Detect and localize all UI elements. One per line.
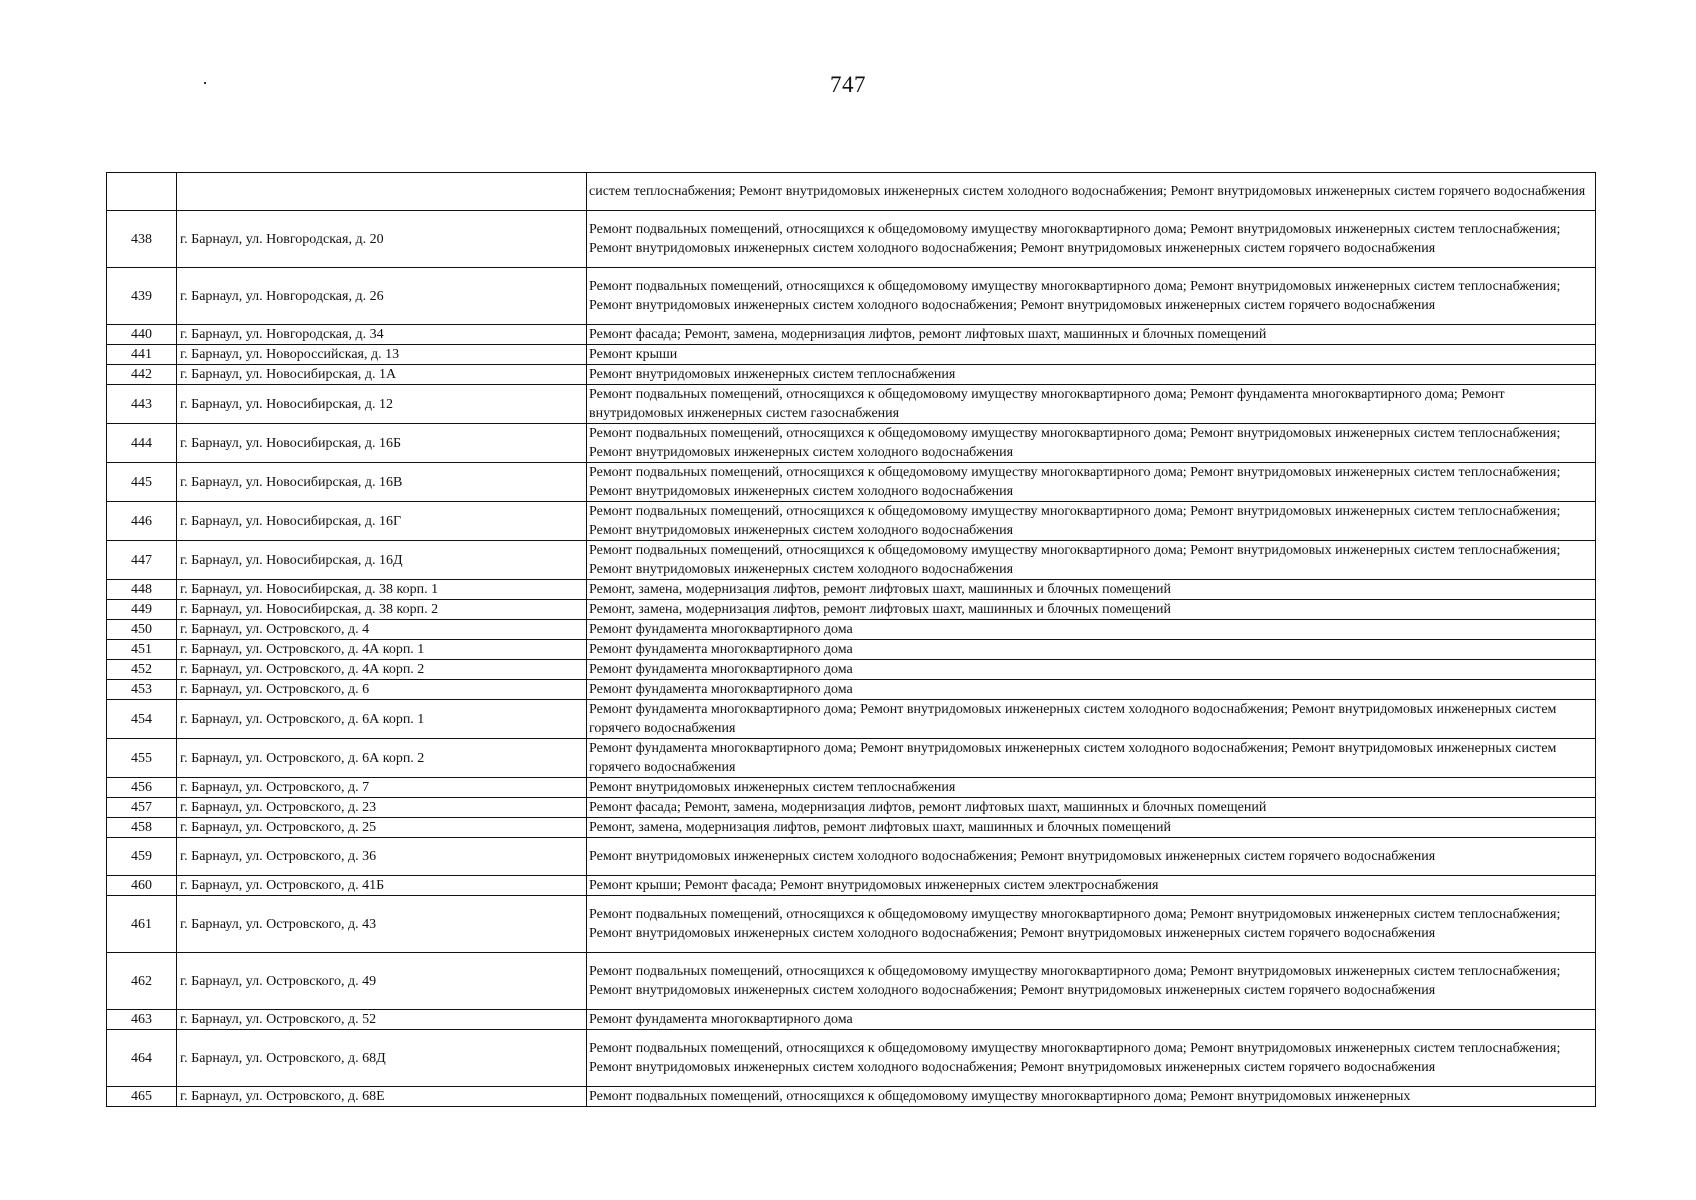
table-row: [107, 739, 1596, 778]
table-row: [107, 640, 1596, 660]
row-work: Ремонт, замена, модернизация лифтов, ремонт лифтовых шахт, машинных и блочных помещений: [587, 818, 1596, 838]
table-row: [107, 680, 1596, 700]
scan-speck: [204, 82, 206, 84]
row-number: 454: [107, 700, 177, 739]
row-work: Ремонт подвальных помещений, относящихся к общедомовому имуществу многоквартирного дома; Ремонт внутридомовых инженерных систем теплоснабжения; Ремонт внутридомовых инженерных систем холодного водоснабжения: [587, 424, 1596, 463]
row-work: Ремонт фундамента многоквартирного дома: [587, 680, 1596, 700]
row-number: 465: [107, 1087, 177, 1107]
table-row: [107, 700, 1596, 739]
row-work: Ремонт подвальных помещений, относящихся к общедомовому имуществу многоквартирного дома; Ремонт внутридомовых инженерных: [587, 1087, 1596, 1107]
row-number: 453: [107, 680, 177, 700]
row-address: г. Барнаул, ул. Новороссийская, д. 13: [177, 345, 587, 365]
table-row: [107, 1087, 1596, 1107]
row-number: 443: [107, 385, 177, 424]
row-work: Ремонт подвальных помещений, относящихся к общедомовому имуществу многоквартирного дома; Ремонт внутридомовых инженерных систем теплоснабжения; Ремонт внутридомовых инженерных систем холодного водоснабжения: [587, 463, 1596, 502]
row-work: Ремонт подвальных помещений, относящихся к общедомовому имуществу многоквартирного дома; Ремонт внутридомовых инженерных систем теплоснабжения; Ремонт внутридомовых инженерных систем холодного водоснабжения; Ремонт внутридомовых инженерных систем горячего водоснабжения: [587, 211, 1596, 268]
row-number: 461: [107, 896, 177, 953]
row-number: 442: [107, 365, 177, 385]
row-address: г. Барнаул, ул. Островского, д. 68Д: [177, 1030, 587, 1087]
table-row: [107, 580, 1596, 600]
repair-table: [106, 172, 1596, 1107]
row-number: 452: [107, 660, 177, 680]
table-row: [107, 268, 1596, 325]
row-address: г. Барнаул, ул. Новосибирская, д. 38 корп. 2: [177, 600, 587, 620]
table-row: [107, 1030, 1596, 1087]
row-work: Ремонт внутридомовых инженерных систем холодного водоснабжения; Ремонт внутридомовых инженерных систем горячего водоснабжения: [587, 838, 1596, 876]
table-row: [107, 896, 1596, 953]
repair-table-container: [106, 172, 1596, 1107]
page-number: 747: [830, 72, 866, 97]
row-work: Ремонт подвальных помещений, относящихся к общедомовому имуществу многоквартирного дома; Ремонт фундамента многоквартирного дома; Ремонт внутридомовых инженерных систем газоснабжения: [587, 385, 1596, 424]
table-row: [107, 211, 1596, 268]
row-number: 445: [107, 463, 177, 502]
row-work: Ремонт фасада; Ремонт, замена, модернизация лифтов, ремонт лифтовых шахт, машинных и блочных помещений: [587, 798, 1596, 818]
row-number: 440: [107, 325, 177, 345]
row-number: 447: [107, 541, 177, 580]
row-work: Ремонт, замена, модернизация лифтов, ремонт лифтовых шахт, машинных и блочных помещений: [587, 580, 1596, 600]
row-number: 455: [107, 739, 177, 778]
row-number: 457: [107, 798, 177, 818]
table-row: [107, 325, 1596, 345]
row-number: 460: [107, 876, 177, 896]
table-row: [107, 502, 1596, 541]
row-number: 462: [107, 953, 177, 1010]
table-row: [107, 818, 1596, 838]
row-address: г. Барнаул, ул. Островского, д. 41Б: [177, 876, 587, 896]
row-address: г. Барнаул, ул. Новосибирская, д. 16В: [177, 463, 587, 502]
row-work: Ремонт фундамента многоквартирного дома; Ремонт внутридомовых инженерных систем холодного водоснабжения; Ремонт внутридомовых инженерных систем горячего водоснабжения: [587, 739, 1596, 778]
row-address: г. Барнаул, ул. Островского, д. 25: [177, 818, 587, 838]
row-address: г. Барнаул, ул. Новосибирская, д. 16Д: [177, 541, 587, 580]
row-work: Ремонт подвальных помещений, относящихся к общедомовому имуществу многоквартирного дома; Ремонт внутридомовых инженерных систем теплоснабжения; Ремонт внутридомовых инженерных систем холодного водоснабжения; Ремонт внутридомовых инженерных систем горячего водоснабжения: [587, 896, 1596, 953]
row-address: г. Барнаул, ул. Новосибирская, д. 16Б: [177, 424, 587, 463]
row-number: 446: [107, 502, 177, 541]
table-row: [107, 660, 1596, 680]
table-row: [107, 541, 1596, 580]
table-row: [107, 600, 1596, 620]
row-work: Ремонт подвальных помещений, относящихся к общедомовому имуществу многоквартирного дома; Ремонт внутридомовых инженерных систем теплоснабжения; Ремонт внутридомовых инженерных систем холодного водоснабжения; Ремонт внутридомовых инженерных систем горячего водоснабжения: [587, 268, 1596, 325]
row-address: г. Барнаул, ул. Островского, д. 4А корп. 2: [177, 660, 587, 680]
table-row: [107, 463, 1596, 502]
row-address: г. Барнаул, ул. Островского, д. 36: [177, 838, 587, 876]
row-address: г. Барнаул, ул. Островского, д. 4: [177, 620, 587, 640]
row-address: г. Барнаул, ул. Островского, д. 6А корп. 2: [177, 739, 587, 778]
table-row: [107, 798, 1596, 818]
row-number: 449: [107, 600, 177, 620]
row-address: г. Барнаул, ул. Островского, д. 7: [177, 778, 587, 798]
row-address: г. Барнаул, ул. Островского, д. 68Е: [177, 1087, 587, 1107]
row-address: г. Барнаул, ул. Островского, д. 4А корп. 1: [177, 640, 587, 660]
row-work: Ремонт фундамента многоквартирного дома: [587, 620, 1596, 640]
table-row: [107, 1010, 1596, 1030]
row-work: Ремонт фундамента многоквартирного дома: [587, 640, 1596, 660]
table-row: [107, 620, 1596, 640]
row-work: Ремонт внутридомовых инженерных систем теплоснабжения: [587, 778, 1596, 798]
row-number: 444: [107, 424, 177, 463]
row-address: г. Барнаул, ул. Новосибирская, д. 38 корп. 1: [177, 580, 587, 600]
row-work: Ремонт фасада; Ремонт, замена, модернизация лифтов, ремонт лифтовых шахт, машинных и блочных помещений: [587, 325, 1596, 345]
row-address: г. Барнаул, ул. Новгородская, д. 26: [177, 268, 587, 325]
row-work: Ремонт подвальных помещений, относящихся к общедомовому имуществу многоквартирного дома; Ремонт внутридомовых инженерных систем теплоснабжения; Ремонт внутридомовых инженерных систем холодного водоснабжения: [587, 502, 1596, 541]
row-number: 438: [107, 211, 177, 268]
row-number: 463: [107, 1010, 177, 1030]
table-row: [107, 385, 1596, 424]
table-row: [107, 424, 1596, 463]
row-address: [177, 173, 587, 211]
row-work: Ремонт подвальных помещений, относящихся к общедомовому имуществу многоквартирного дома; Ремонт внутридомовых инженерных систем теплоснабжения; Ремонт внутридомовых инженерных систем холодного водоснабжения; Ремонт внутридомовых инженерных систем горячего водоснабжения: [587, 953, 1596, 1010]
table-row: [107, 778, 1596, 798]
row-number: 459: [107, 838, 177, 876]
row-address: г. Барнаул, ул. Новосибирская, д. 16Г: [177, 502, 587, 541]
row-number: 456: [107, 778, 177, 798]
row-number: [107, 173, 177, 211]
row-work: Ремонт фундамента многоквартирного дома; Ремонт внутридомовых инженерных систем холодного водоснабжения; Ремонт внутридомовых инженерных систем горячего водоснабжения: [587, 700, 1596, 739]
table-row: [107, 876, 1596, 896]
table-row: [107, 953, 1596, 1010]
table-row: [107, 365, 1596, 385]
row-number: 439: [107, 268, 177, 325]
table-row: [107, 838, 1596, 876]
row-address: г. Барнаул, ул. Островского, д. 52: [177, 1010, 587, 1030]
row-address: г. Барнаул, ул. Новосибирская, д. 1А: [177, 365, 587, 385]
row-work: Ремонт крыши: [587, 345, 1596, 365]
row-number: 458: [107, 818, 177, 838]
row-number: 448: [107, 580, 177, 600]
row-address: г. Барнаул, ул. Островского, д. 23: [177, 798, 587, 818]
row-address: г. Барнаул, ул. Островского, д. 49: [177, 953, 587, 1010]
row-address: г. Барнаул, ул. Новосибирская, д. 12: [177, 385, 587, 424]
row-address: г. Барнаул, ул. Островского, д. 6А корп. 1: [177, 700, 587, 739]
row-address: г. Барнаул, ул. Новгородская, д. 34: [177, 325, 587, 345]
row-work: Ремонт подвальных помещений, относящихся к общедомовому имуществу многоквартирного дома; Ремонт внутридомовых инженерных систем теплоснабжения; Ремонт внутридомовых инженерных систем холодного водоснабжения: [587, 541, 1596, 580]
row-work: Ремонт крыши; Ремонт фасада; Ремонт внутридомовых инженерных систем электроснабжения: [587, 876, 1596, 896]
row-work: Ремонт, замена, модернизация лифтов, ремонт лифтовых шахт, машинных и блочных помещений: [587, 600, 1596, 620]
row-address: г. Барнаул, ул. Новгородская, д. 20: [177, 211, 587, 268]
table-row: [107, 173, 1596, 211]
row-work: систем теплоснабжения; Ремонт внутридомовых инженерных систем холодного водоснабжения; Ремонт внутридомовых инженерных систем горячего водоснабжения: [587, 173, 1596, 211]
row-number: 464: [107, 1030, 177, 1087]
row-address: г. Барнаул, ул. Островского, д. 43: [177, 896, 587, 953]
row-work: Ремонт фундамента многоквартирного дома: [587, 1010, 1596, 1030]
row-address: г. Барнаул, ул. Островского, д. 6: [177, 680, 587, 700]
row-number: 451: [107, 640, 177, 660]
row-work: Ремонт внутридомовых инженерных систем теплоснабжения: [587, 365, 1596, 385]
row-number: 441: [107, 345, 177, 365]
row-work: Ремонт подвальных помещений, относящихся к общедомовому имуществу многоквартирного дома; Ремонт внутридомовых инженерных систем теплоснабжения; Ремонт внутридомовых инженерных систем холодного водоснабжения; Ремонт внутридомовых инженерных систем горячего водоснабжения: [587, 1030, 1596, 1087]
table-row: [107, 345, 1596, 365]
row-work: Ремонт фундамента многоквартирного дома: [587, 660, 1596, 680]
row-number: 450: [107, 620, 177, 640]
